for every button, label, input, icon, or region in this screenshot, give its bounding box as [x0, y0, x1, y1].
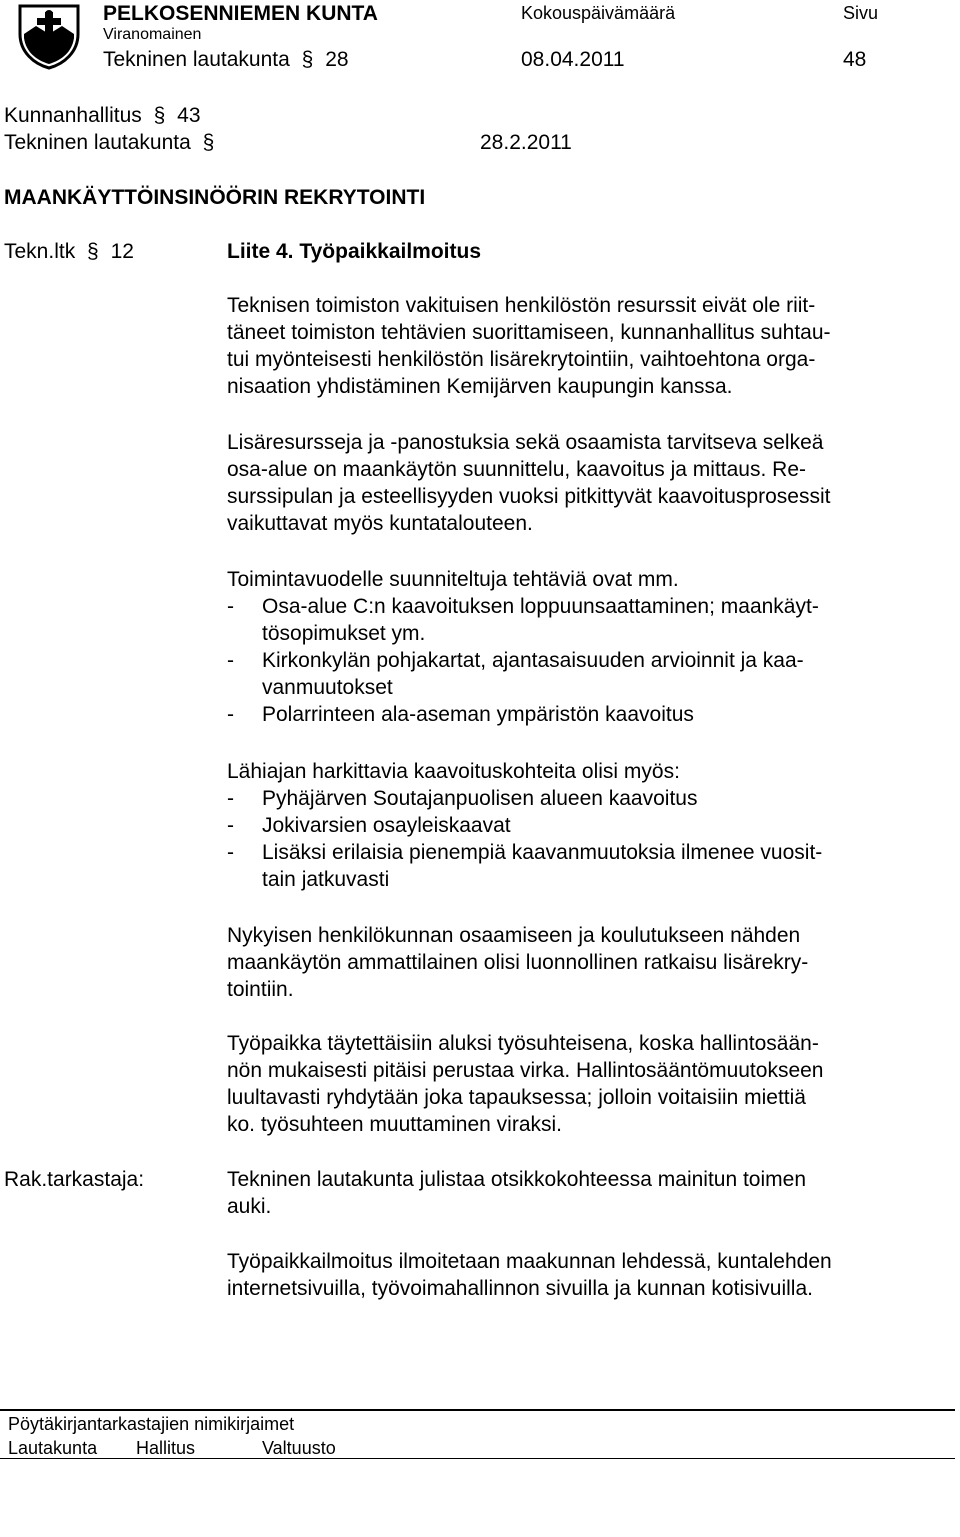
section-sign-icon: § [153, 104, 166, 127]
text-line: Työpaikkailmoitus ilmoitetaan maakunnan lehdessä, kuntalehden [227, 1250, 832, 1273]
coat-of-arms-icon [16, 4, 82, 70]
text-line: maankäytön ammattilainen olisi luonnollinen ratkaisu lisärekry- [227, 951, 809, 974]
date-label: Kokouspäivämäärä [521, 3, 676, 23]
text-line: Tekninen lautakunta julistaa otsikkokohteessa mainitun toimen [227, 1168, 807, 1191]
list-intro: Lähiajan harkittavia kaavoituskohteita olisi myös: [227, 760, 680, 783]
history-item [4, 102, 201, 129]
text-line: tui myönteisesti henkilöstön lisärekrytointiin, vaihtoehtona orga- [227, 348, 816, 371]
text-line: surssipulan ja esteellisyyden vuoksi pitkittyvät kaavoitusprosessit [227, 485, 831, 508]
footer-divider [0, 1458, 955, 1459]
history-body: Kunnanhallitus [4, 104, 142, 127]
text-line: luultavasti ryhdytään joka tapauksessa; jolloin voitaisiin miettiä [227, 1086, 806, 1109]
page-label: Sivu [843, 3, 879, 23]
meeting-date: 08.04.2011 [521, 48, 625, 71]
text-line: täneet toimiston tehtävien suorittamiseen, kunnanhallitus suhtau- [227, 321, 831, 344]
proposal-paragraph [227, 1166, 927, 1220]
proposal-paragraph [227, 1248, 927, 1302]
text-line: ko. työsuhteen muuttaminen viraksi. [227, 1113, 562, 1136]
list-item: - Jokivarsien osayleiskaavat [227, 814, 511, 837]
list-item: - Pyhäjärven Soutajanpuolisen alueen kaavoitus [227, 787, 698, 810]
authority-label: Viranomainen [103, 26, 202, 43]
history-date: 28.2.2011 [480, 131, 572, 154]
authority-name: Tekninen lautakunta [103, 48, 290, 71]
list-item: - Kirkonkylän pohjakartat, ajantasaisuuden arvioinnit ja kaa- vanmuutokset [227, 649, 804, 699]
text-line: Lisäresursseja ja -panostuksia sekä osaamista tarvitseva selkeä [227, 431, 824, 454]
footer-column: Valtuusto [262, 1438, 336, 1458]
history-body: Tekninen lautakunta [4, 131, 191, 154]
reference-section: 12 [110, 240, 134, 263]
footer-rule [0, 1409, 955, 1411]
reference-label [4, 238, 134, 265]
signatures-label: Pöytäkirjantarkastajien nimikirjaimet [8, 1414, 295, 1434]
zoning-targets-list [227, 758, 927, 893]
authority-section: 28 [325, 48, 349, 71]
planned-tasks-list [227, 566, 927, 728]
reference-body: Tekn.ltk [4, 240, 76, 263]
list-item: - Polarrinteen ala-aseman ympäristön kaavoitus [227, 703, 694, 726]
footer-column: Hallitus [136, 1438, 196, 1458]
list-item: - Lisäksi erilaisia pienempiä kaavanmuutoksia ilmenee vuosit- tain jatkuvasti [227, 841, 823, 891]
paragraph-land-use [227, 429, 927, 537]
text-line: tointiin. [227, 978, 294, 1001]
page-number: 48 [843, 48, 867, 71]
attachment-title: Liite 4. Työpaikkailmoitus [227, 240, 482, 263]
text-line: internetsivuilla, työvoimahallinnon sivuilla ja kunnan kotisivuilla. [227, 1277, 813, 1300]
history-section: 43 [177, 104, 201, 127]
text-line: nön mukaisesti pitäisi perustaa virka. Hallintosääntömuutokseen [227, 1059, 824, 1082]
list-intro: Toimintavuodelle suunniteltuja tehtäviä ovat mm. [227, 568, 679, 591]
section-sign-icon: § [87, 240, 99, 263]
paragraph-employment [227, 1030, 927, 1138]
history-item [4, 129, 214, 156]
text-line: auki. [227, 1195, 272, 1218]
text-line: osa-alue on maankäytön suunnittelu, kaavoitus ja mittaus. Re- [227, 458, 806, 481]
paragraph-staff-skills [227, 922, 927, 1003]
text-line: Teknisen toimiston vakituisen henkilöstön resurssit eivät ole riit- [227, 294, 816, 317]
text-line: Nykyisen henkilökunnan osaamiseen ja koulutukseen nähden [227, 924, 801, 947]
document-title: MAANKÄYTTÖINSINÖÖRIN REKRYTOINTI [4, 186, 426, 209]
text-line: Työpaikka täytettäisiin aluksi työsuhteisena, koska hallintosään- [227, 1032, 819, 1055]
authority-line [103, 46, 349, 73]
proposal-label: Rak.tarkastaja: [4, 1168, 145, 1191]
text-line: nisaation yhdistäminen Kemijärven kaupungin kanssa. [227, 375, 733, 398]
section-sign-icon: § [202, 131, 215, 154]
footer-column: Lautakunta [8, 1438, 98, 1458]
paragraph-resources [227, 292, 927, 400]
list-item: - Osa-alue C:n kaavoituksen loppuunsaattaminen; maankäyt- tösopimukset ym. [227, 595, 819, 645]
municipality-name: PELKOSENNIEMEN KUNTA [103, 2, 378, 25]
text-line: vaikuttavat myös kuntatalouteen. [227, 512, 533, 535]
section-sign-icon: § [301, 48, 314, 71]
